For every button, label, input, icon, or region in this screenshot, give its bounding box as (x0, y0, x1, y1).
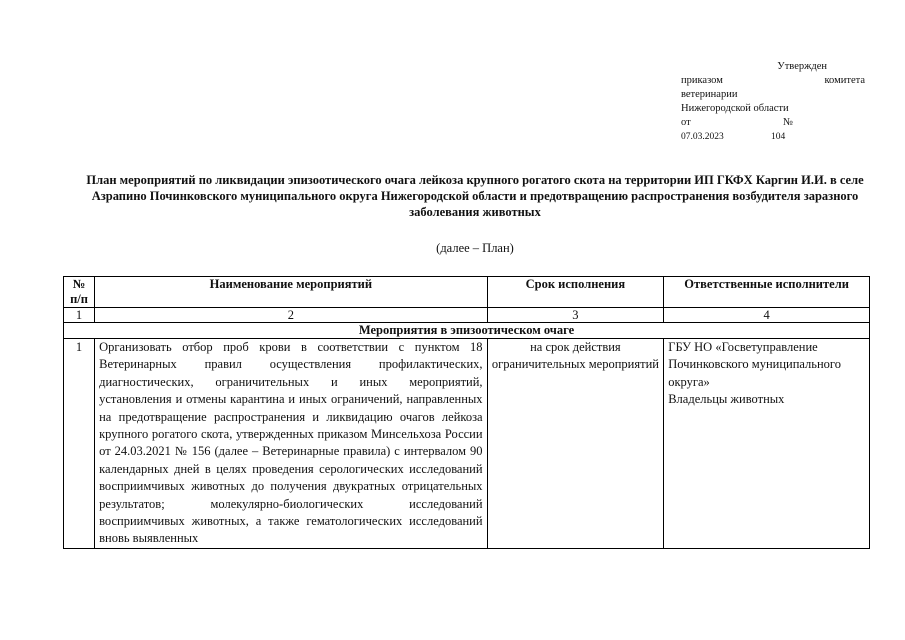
row-deadline: на срок действия ограничительных мероприятий (487, 339, 664, 549)
approval-line-5 (681, 116, 793, 130)
document-title: План мероприятий по ликвидации эпизоотического очага лейкоза крупного рогатого скота на территории ИП ГКФХ Каргин И.И. в селе Азрапино Починковского муниципального округа Нижегородской области и предотвращению распространения возбудителя заразного заболевания животных (86, 173, 864, 219)
approval-date: 07.03.2023 (681, 132, 724, 142)
header-responsible: Ответственные исполнители (664, 277, 870, 308)
responsible-org: ГБУ НО «Госветуправление Починковского муниципального округа» (668, 340, 841, 389)
header-number: № п/п (64, 277, 95, 308)
column-number: 3 (487, 308, 664, 323)
section-title: Мероприятия в эпизоотическом очаге (64, 323, 870, 339)
header-activity: Наименование мероприятий (95, 277, 487, 308)
approval-line-4: Нижегородской области (681, 103, 789, 114)
section-row (64, 323, 870, 339)
column-number-row (64, 308, 870, 323)
approval-date-number (681, 130, 865, 144)
document-subtitle: (далее – План) (436, 241, 514, 255)
row-task: Организовать отбор проб крови в соответствии с пунктом 18 Ветеринарных правил осуществления профилактических, диагностических, ограничительных и иных мероприятий, установления и отмены карантина и иных ограничений, направленных на предотвращение распространения и ликвидацию очагов лейкоза крупного рогатого скота, утвержденных приказом Минсельхоза России от 24.03.2021 № 156 (далее – Ветеринарные правила) с интервалом 90 календарных дней в целях проведения серологических исследований восприимчивых животных до получения двукратных отрицательных результатов; молекулярно-биологических исследований восприимчивых животных, а также гематологических исследований вновь выявленных (95, 339, 487, 549)
approval-committee-word: комитета (824, 75, 865, 86)
table-header-row (64, 277, 870, 308)
approval-number: 104 (771, 132, 786, 142)
row-responsible (664, 339, 870, 549)
approval-from-word: от (681, 117, 691, 128)
approval-line-3: ветеринарии (681, 89, 738, 100)
approval-number-sign: № (782, 117, 793, 128)
plan-table (63, 276, 870, 549)
table-row (64, 339, 870, 549)
approval-stamp (681, 60, 865, 144)
approval-line-2 (681, 74, 865, 88)
row-number: 1 (64, 339, 95, 549)
header-deadline: Срок исполнения (487, 277, 664, 308)
responsible-owners: Владельцы животных (668, 392, 785, 407)
column-number: 2 (95, 308, 487, 323)
column-number: 4 (664, 308, 870, 323)
approval-line-1: Утвержден (777, 61, 827, 72)
column-number: 1 (64, 308, 95, 323)
approval-order-word: приказом (681, 75, 723, 86)
